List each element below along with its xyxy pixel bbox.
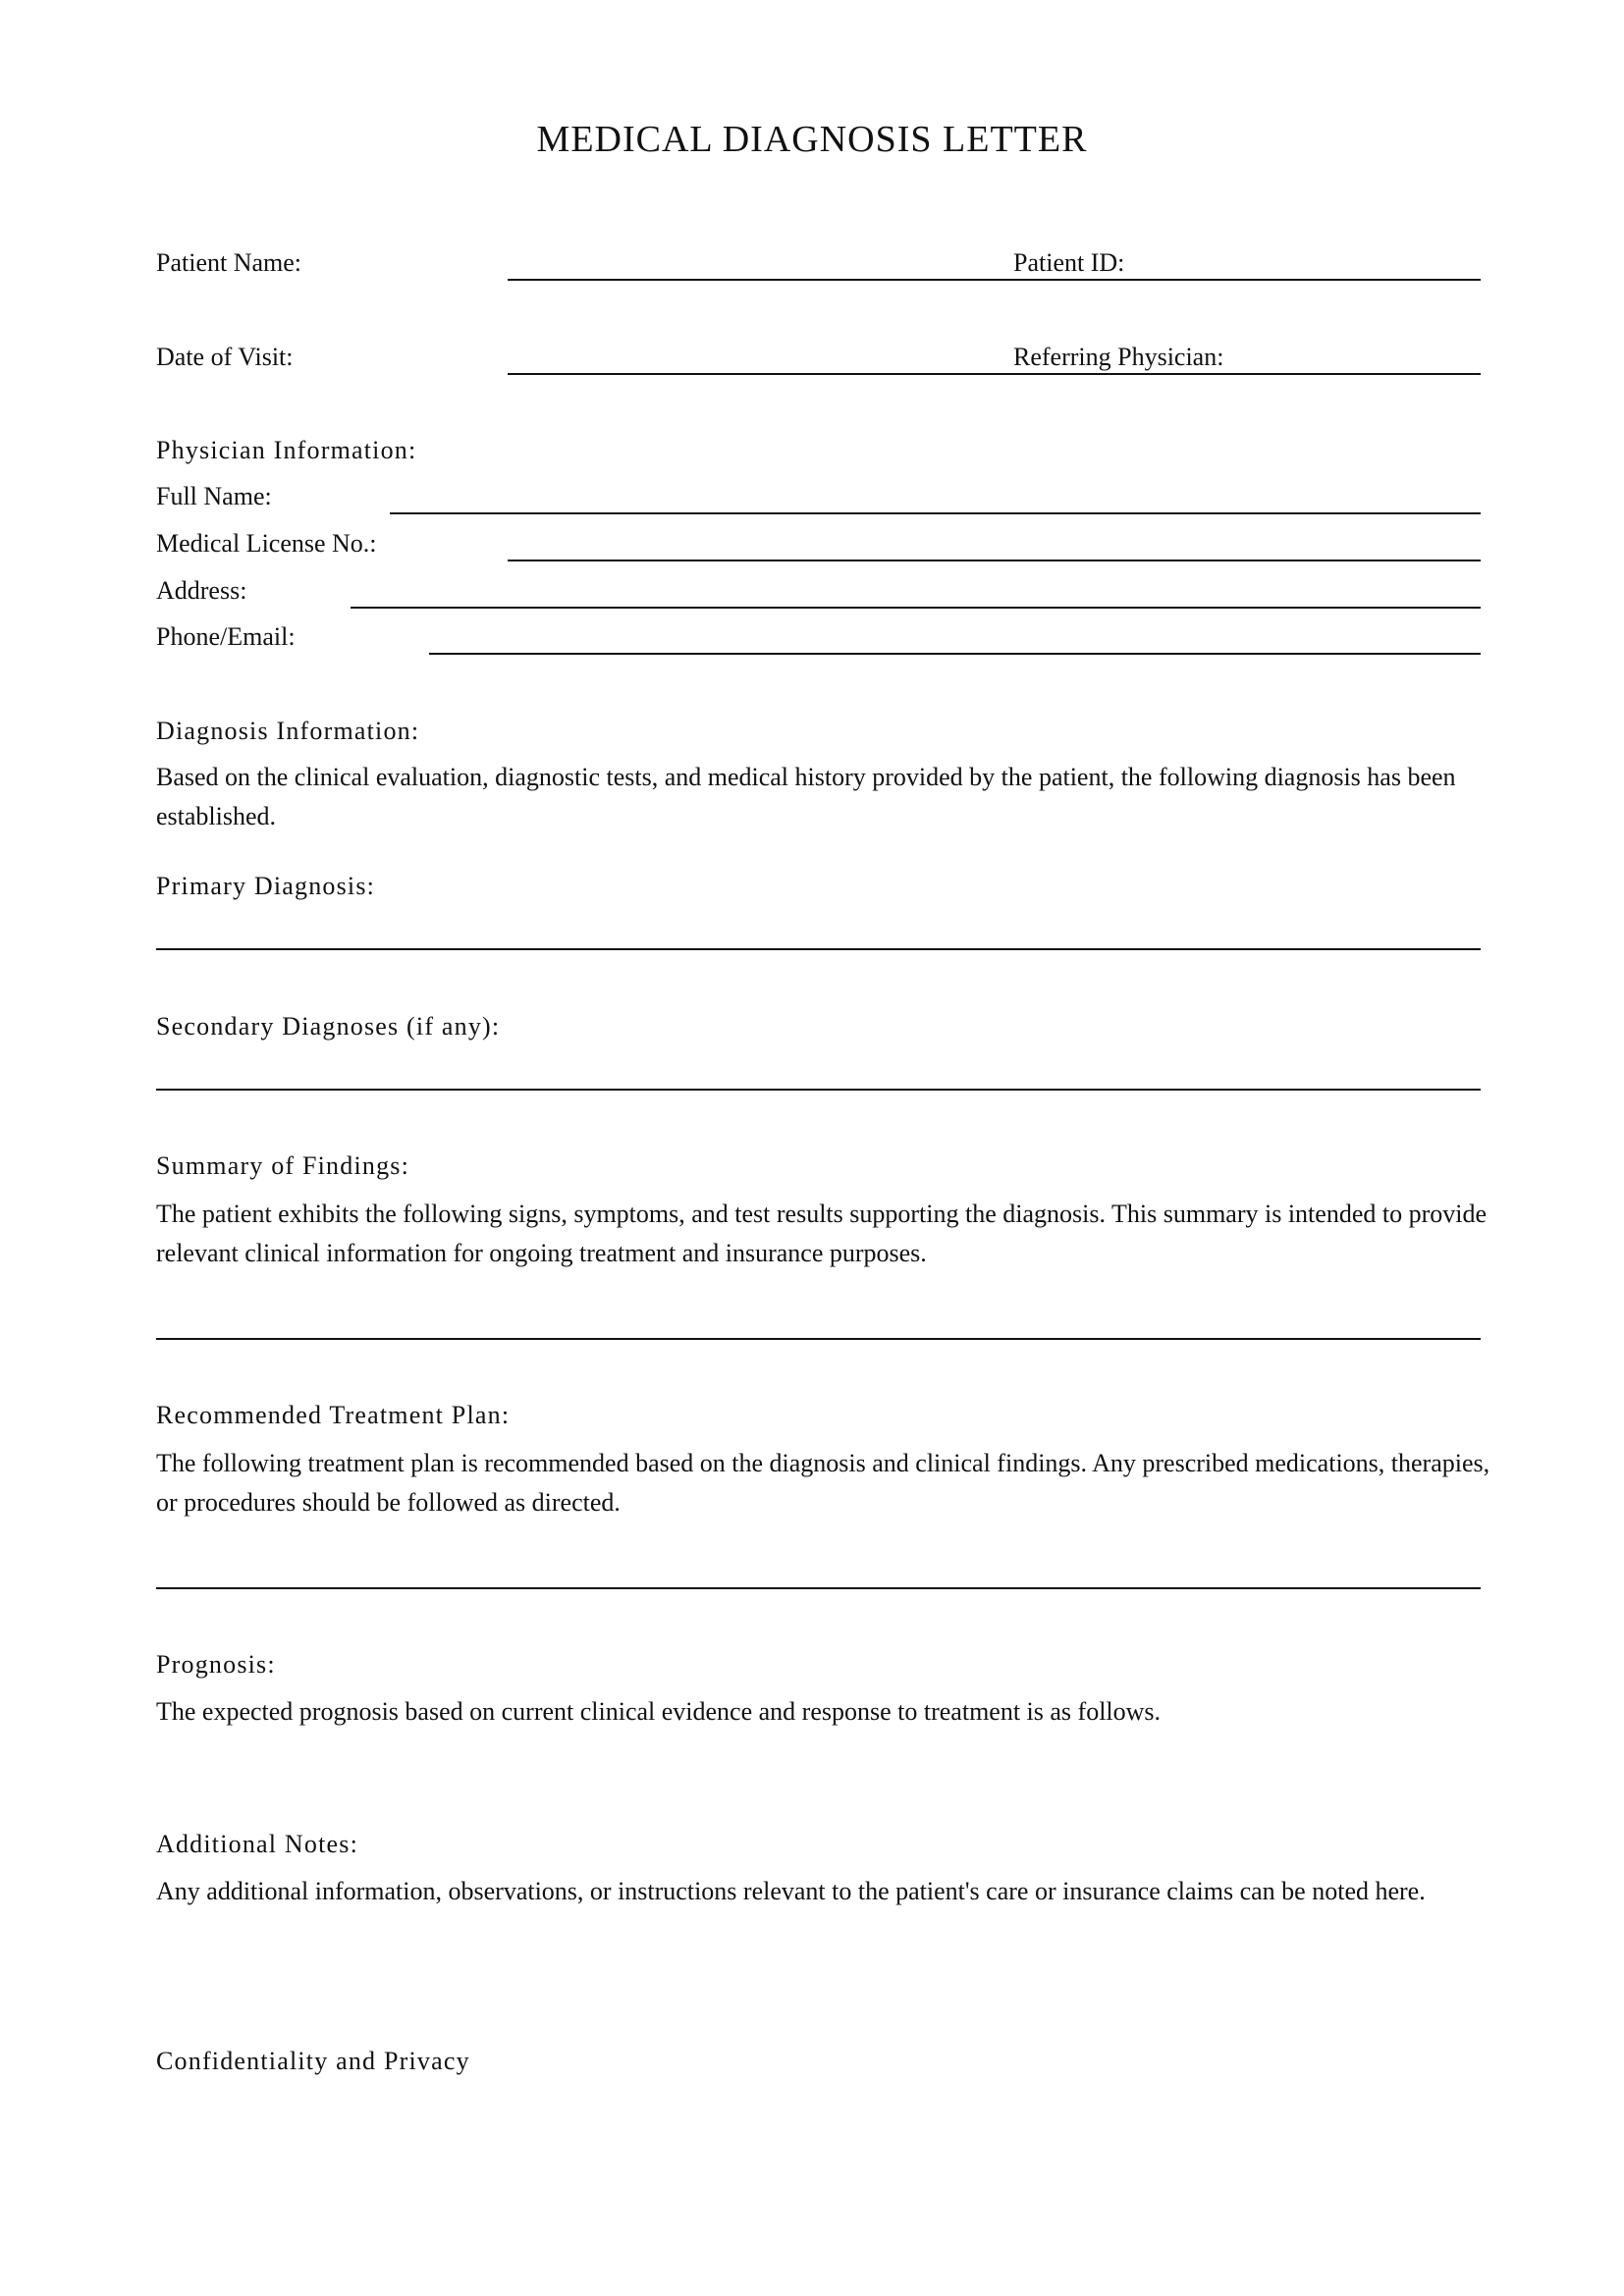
- full-name-field[interactable]: [390, 512, 1481, 514]
- address-field[interactable]: [351, 607, 1481, 609]
- page-title: MEDICAL DIAGNOSIS LETTER: [536, 119, 1088, 160]
- treatment-plan-text: The following treatment plan is recommended based on the diagnosis and clinical findings. Any prescribed medications, therapies, or procedures should be followed as directed.: [156, 1449, 1490, 1517]
- summary-of-findings-heading: Summary of Findings:: [156, 1151, 410, 1180]
- patient-id-label: Patient ID:: [1013, 248, 1125, 277]
- additional-notes-text: Any additional information, observations, or instructions relevant to the patient's care or insurance claims can be noted here.: [156, 1877, 1426, 1905]
- primary-diagnosis-heading: Primary Diagnosis:: [156, 872, 376, 900]
- treatment-plan-field[interactable]: [156, 1587, 1481, 1589]
- secondary-diagnoses-field[interactable]: [156, 1089, 1481, 1091]
- prognosis-heading: Prognosis:: [156, 1650, 276, 1679]
- phone-email-field[interactable]: [429, 653, 1481, 655]
- primary-diagnosis-field[interactable]: [156, 948, 1481, 950]
- date-of-visit-label: Date of Visit:: [156, 343, 294, 371]
- summary-of-findings-field[interactable]: [156, 1338, 1481, 1340]
- prognosis-text: The expected prognosis based on current clinical evidence and response to treatment is as follows.: [156, 1697, 1162, 1726]
- referring-physician-label: Referring Physician:: [1013, 343, 1224, 371]
- date-of-visit-field[interactable]: [508, 373, 1481, 375]
- diagnosis-information-heading: Diagnosis Information:: [156, 717, 420, 745]
- treatment-plan-heading: Recommended Treatment Plan:: [156, 1401, 511, 1429]
- diagnosis-information-text: Based on the clinical evaluation, diagnostic tests, and medical history provided by the patient, the following diagnosis has been established.: [156, 763, 1456, 830]
- patient-name-field[interactable]: [508, 279, 1481, 281]
- patient-name-label: Patient Name:: [156, 248, 302, 277]
- physician-information-heading: Physician Information:: [156, 436, 417, 464]
- secondary-diagnoses-heading: Secondary Diagnoses (if any):: [156, 1012, 501, 1041]
- full-name-label: Full Name:: [156, 482, 272, 510]
- summary-of-findings-text: The patient exhibits the following signs, symptoms, and test results supporting the diagnosis. This summary is intended to provide relevant clinical information for ongoing treatment and insurance purposes.: [156, 1200, 1488, 1267]
- additional-notes-heading: Additional Notes:: [156, 1830, 358, 1858]
- license-label: Medical License No.:: [156, 529, 377, 558]
- license-field[interactable]: [508, 560, 1481, 561]
- phone-email-label: Phone/Email:: [156, 622, 296, 651]
- address-label: Address:: [156, 576, 247, 605]
- confidentiality-heading: Confidentiality and Privacy: [156, 2047, 470, 2075]
